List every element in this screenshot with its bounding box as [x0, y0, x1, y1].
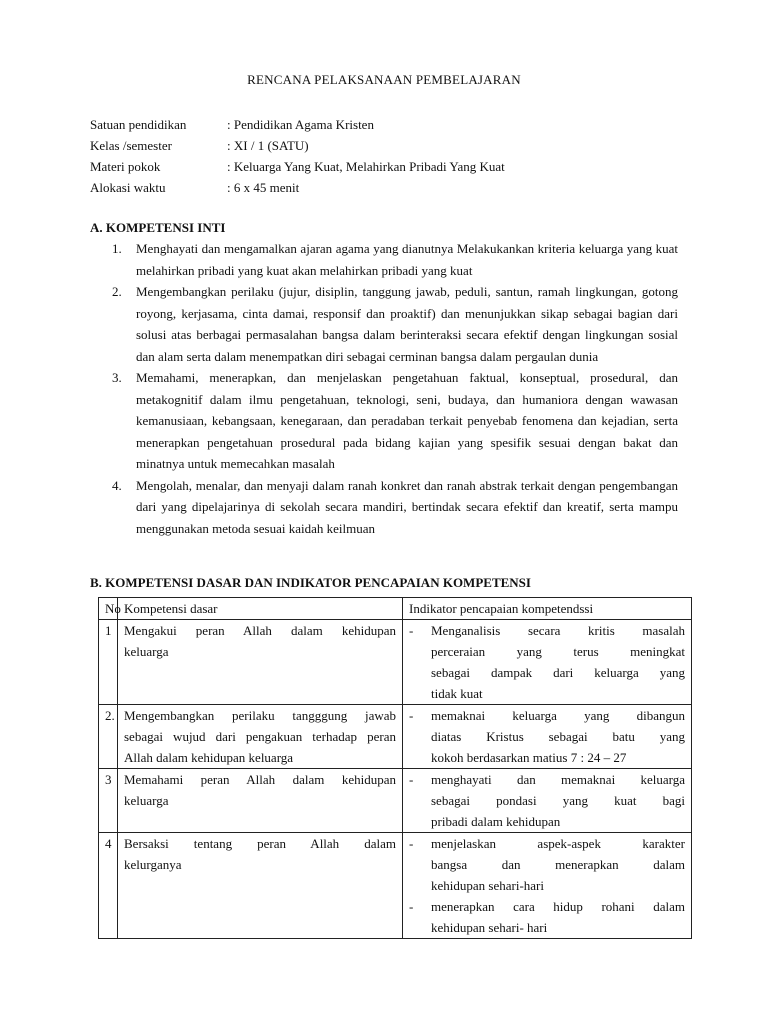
list-item	[112, 475, 678, 540]
cell-line: sebagai pondasi yang kuat bagi	[431, 793, 685, 808]
indikator-cell	[403, 769, 692, 833]
cell-line: Allah dalam kehidupan keluarga	[124, 750, 294, 765]
list-number: 4.	[112, 477, 122, 493]
cell-line: sebagai dampak dari keluarga yang	[431, 665, 685, 680]
meta-row	[90, 156, 505, 177]
list-item	[112, 281, 678, 367]
cell-line: kehidupan sehari-hari	[431, 878, 544, 893]
section-b-heading: B. KOMPETENSI DASAR DAN INDIKATOR PENCAPAIAN KOMPETENSI	[90, 575, 531, 590]
indicator-item	[409, 833, 685, 896]
indicator-text	[431, 620, 685, 704]
kompetensi-inti-list	[112, 238, 678, 539]
cell-line: keluarga	[124, 644, 169, 659]
meta-value: : Keluarga Yang Kuat, Melahirkan Pribadi Yang Kuat	[227, 159, 505, 174]
cell-line: menerapkan cara hidup rohani dalam	[431, 899, 685, 914]
list-item	[112, 238, 678, 281]
kompetensi-dasar-cell	[118, 833, 403, 939]
table-header-row	[99, 598, 692, 620]
meta-value: : 6 x 45 menit	[227, 180, 300, 195]
indicator-item	[409, 705, 685, 768]
cell-line: pribadi dalam kehidupan	[431, 814, 561, 829]
meta-label: Alokasi waktu	[90, 180, 166, 195]
meta-row	[90, 114, 505, 135]
indicator-text	[431, 769, 685, 832]
indikator-cell	[403, 705, 692, 769]
header-no: No	[99, 598, 118, 620]
cell-line: menghayati dan memaknai keluarga	[431, 772, 685, 787]
competency-table	[98, 597, 692, 939]
list-number: 1.	[112, 241, 122, 256]
cell-line: Memahami peran Allah dalam kehidupan	[124, 772, 396, 787]
list-item	[112, 367, 678, 475]
indicator-item	[409, 896, 685, 938]
dash-bullet: -	[409, 772, 414, 787]
meta-value: : XI / 1 (SATU)	[227, 138, 309, 153]
meta-row	[90, 177, 505, 198]
list-text: Memahami, menerapkan, dan menjelaskan pengetahuan faktual, konseptual, prosedural, dan metakognitif dalam ilmu pengetahuan, teknologi, seni, budaya, dan humaniora dengan wawasan kemanusiaan, kebangsaan, kenegaraan, dan peradaban terkait penyebab fenomena dan kejadian, serta menerapkan pengetahuan prosedural pada bidang kajian yang spesifik sesuai dengan bakat dan minatnya untuk memecahkan masalah	[136, 370, 678, 471]
dash-bullet: -	[409, 623, 414, 638]
meta-label: Materi pokok	[90, 159, 161, 174]
dash-bullet: -	[409, 708, 414, 723]
indikator-cell	[403, 833, 692, 939]
meta-label: Satuan pendidikan	[90, 117, 187, 132]
table-row	[99, 620, 692, 705]
cell-line: menjelaskan aspek-aspek karakter	[431, 836, 685, 851]
indicator-text	[431, 833, 685, 896]
cell-line: Mengembangkan perilaku tangggung jawab	[124, 708, 396, 723]
table-row	[99, 833, 692, 939]
indicator-item	[409, 620, 685, 704]
cell-line: diatas Kristus sebagai batu yang	[431, 729, 685, 744]
indikator-cell	[403, 620, 692, 705]
table-row	[99, 705, 692, 769]
kompetensi-dasar-cell	[118, 705, 403, 769]
list-text: Mengolah, menalar, dan menyaji dalam ranah konkret dan ranah abstrak terkait dengan pengembangan dari yang dipelajarinya di sekolah secara mandiri, bertindak secara efektif dan kreatif, serta mampu menggunakan metoda sesuai kaidah keilmuan	[136, 477, 678, 536]
metadata-block	[90, 114, 505, 198]
cell-line: keluarga	[124, 793, 169, 808]
indicator-text	[431, 705, 685, 768]
meta-row	[90, 135, 505, 156]
cell-line: kehidupan sehari- hari	[431, 920, 548, 935]
document-title: RENCANA PELAKSANAAN PEMBELAJARAN	[247, 72, 521, 87]
row-number: 3	[99, 769, 118, 833]
dash-bullet: -	[409, 836, 414, 851]
cell-line: memaknai keluarga yang dibangun	[431, 708, 685, 723]
cell-line: kelurganya	[124, 857, 182, 872]
table-row	[99, 769, 692, 833]
meta-label: Kelas /semester	[90, 138, 172, 153]
meta-value: : Pendidikan Agama Kristen	[227, 117, 374, 132]
cell-line: Mengakui peran Allah dalam kehidupan	[124, 623, 396, 638]
header-indikator: Indikator pencapaian kompetendssi	[403, 598, 692, 620]
cell-line: Bersaksi tentang peran Allah dalam	[124, 836, 396, 851]
dash-bullet: -	[409, 899, 414, 914]
kompetensi-dasar-cell	[118, 769, 403, 833]
cell-line: bangsa dan menerapkan dalam	[431, 857, 685, 872]
kompetensi-dasar-cell	[118, 620, 403, 705]
cell-line: perceraian yang terus meningkat	[431, 644, 685, 659]
list-number: 2.	[112, 284, 122, 299]
row-number: 2.	[99, 705, 118, 769]
cell-line: tidak kuat	[431, 686, 483, 701]
list-number: 3.	[112, 370, 122, 385]
cell-line: sebagai wujud dari pengakuan terhadap peran	[124, 729, 396, 744]
cell-line: kokoh berdasarkan matius 7 : 24 – 27	[431, 750, 627, 765]
row-number: 1	[99, 620, 118, 705]
list-text: Mengembangkan perilaku (jujur, disiplin, tanggung jawab, peduli, santun, ramah lingkungan, gotong royong, kerjasama, cinta damai, responsif dan proaktif) dan menunjukkan sikap sebagai bagian dari solusi atas berbagai permasalahan bangsa dalam berinteraksi secara efektif dengan lingkungan sosial dan alam serta dalam menempatkan diri sebagai cerminan bangsa dalam pergaulan dunia	[136, 284, 678, 364]
indicator-item	[409, 769, 685, 832]
header-kompetensi-dasar: Kompetensi dasar	[118, 598, 403, 620]
section-a-heading: A. KOMPETENSI INTI	[90, 220, 226, 235]
list-text: Menghayati dan mengamalkan ajaran agama yang dianutnya Melakukankan kriteria keluarga yang kuat melahirkan pribadi yang kuat akan melahirkan pribadi yang kuat	[136, 241, 678, 278]
indicator-text	[431, 896, 685, 938]
cell-line: Menganalisis secara kritis masalah	[431, 623, 685, 638]
row-number: 4	[99, 833, 118, 939]
